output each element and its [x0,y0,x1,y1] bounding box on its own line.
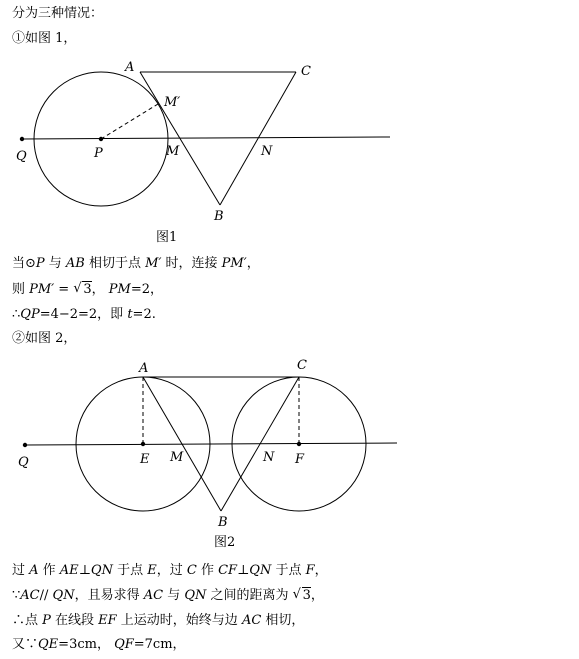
case2-heading-text: ②如图 2， [12,331,77,346]
case2-line3-c: 在线段 [50,613,99,628]
case2-line1-c: 作 [38,563,60,578]
case2-line1-j: C [186,563,197,578]
case1-line1-d: AB [65,256,85,271]
case2-line1-k: 作 [196,563,219,578]
case1-line2-b: PM′ [29,282,55,297]
case1-line1-h: PM′ [221,256,247,271]
case1-line3-b: QP [20,307,40,322]
case2-line1 [12,563,328,579]
caption-fig1: 图1 [156,230,178,245]
case2-line3-e: 上运动时，始终与边 [116,613,242,628]
case1-line2-c: = [54,282,74,297]
case1-line1-a: 当⊙ [12,256,36,271]
sqrt-radicand: 3 [302,588,311,603]
case2-line2-e: ，且易求得 [74,588,144,603]
point-e-fig2 [141,442,145,446]
intro-text: 分为三种情况： [12,6,104,21]
case2-line4-d: QF [114,637,134,652]
case1-line1-g: 时，连接 [161,256,222,271]
case2-line3-b: P [42,613,51,628]
case1-line3-a: ∴ [12,307,21,322]
case2-line1-o: 于点 [271,563,306,578]
case1-line1-c: 与 [44,256,66,271]
case2-line2-i: 之间的距离为 [206,588,293,603]
case2-line1-e: ⊥ [78,563,91,578]
case1-line3-e: =2. [132,307,156,322]
caption-fig2: 图2 [214,535,236,550]
case2-line4-c: =3cm， [58,637,115,652]
case2-line1-i: ，过 [156,563,187,578]
case2-line2-c: // [39,588,53,603]
case2-line1-n: QN [249,563,272,578]
label-b-fig2: B [218,515,228,530]
case1-line2-f: =2， [130,282,163,297]
case1-line2-a: 则 [12,282,30,297]
case2-line4-e: =7cm， [133,637,186,652]
case1-line1-f: M′ [145,256,162,271]
case2-line2-d: QN [52,588,75,603]
case2-line1-a: 过 [12,563,30,578]
case2-line3-f: AC [241,613,262,628]
label-a-fig1: A [125,60,135,75]
point-f-fig2 [297,442,301,446]
label-n-fig1: N [261,144,273,159]
case2-line2-h: QN [184,588,207,603]
case1-line2-d: ， [91,282,109,297]
label-q-fig2: Q [18,455,29,470]
case2-line4 [12,637,186,653]
case2-line2-b: AC [20,588,40,603]
case2-line1-b: A [29,563,39,578]
case2-line1-p: F [305,563,315,578]
figure-2-geometry [25,377,397,511]
case1-line3-c: =4−2=2，即 [39,307,128,322]
label-p-fig1: P [94,146,103,161]
case1-line1-i: ， [246,256,260,271]
label-m-fig2: M [170,450,184,465]
label-e-fig2: E [140,452,150,467]
label-c-fig2: C [297,358,307,373]
label-m-prime-fig1: M′ [164,95,181,110]
case2-line2-j: ， [310,588,324,603]
case2-line1-l: CF [218,563,238,578]
case1-line1-e: 相切于点 [84,256,146,271]
case2-line4-a: 又∵ [12,637,39,652]
case2-line4-b: QE [38,637,59,652]
label-a-fig2: A [139,361,149,376]
label-q-fig1: Q [16,149,27,164]
sqrt-sign: √ [292,587,301,602]
case2-line1-q: ， [314,563,328,578]
case2-line2 [12,588,324,604]
label-c-fig1: C [301,64,311,79]
label-m-fig1: M [166,144,180,159]
point-q-fig2 [23,443,27,447]
case2-line2-a: ∵ [12,588,21,603]
label-b-fig1: B [214,209,224,224]
case2-line3-g: 相切， [261,613,305,628]
case2-line1-h: E [147,563,157,578]
case2-line2-f: AC [143,588,164,603]
line-qn-fig2 [25,443,397,445]
case1-heading-text: ①如图 1， [12,31,77,46]
case2-line1-d: AE [59,563,79,578]
case2-line3-d: EF [98,613,117,628]
case2-line3 [12,613,304,629]
label-f-fig2: F [295,452,305,467]
case2-line2-g: 与 [163,588,185,603]
case2-line3-a: ∴点 [12,613,43,628]
case1-line2-e: PM [108,282,131,297]
case1-line1-b: P [35,256,45,271]
case2-line1-m: ⊥ [237,563,250,578]
sqrt-radicand: 3 [83,282,92,297]
sqrt-expression-case2 [293,588,311,604]
case1-line3-d: t [127,307,133,322]
case2-line1-g: 于点 [112,563,148,578]
case2-line1-f: QN [90,563,113,578]
sqrt-sign: √ [73,281,82,296]
label-n-fig2: N [263,450,275,465]
